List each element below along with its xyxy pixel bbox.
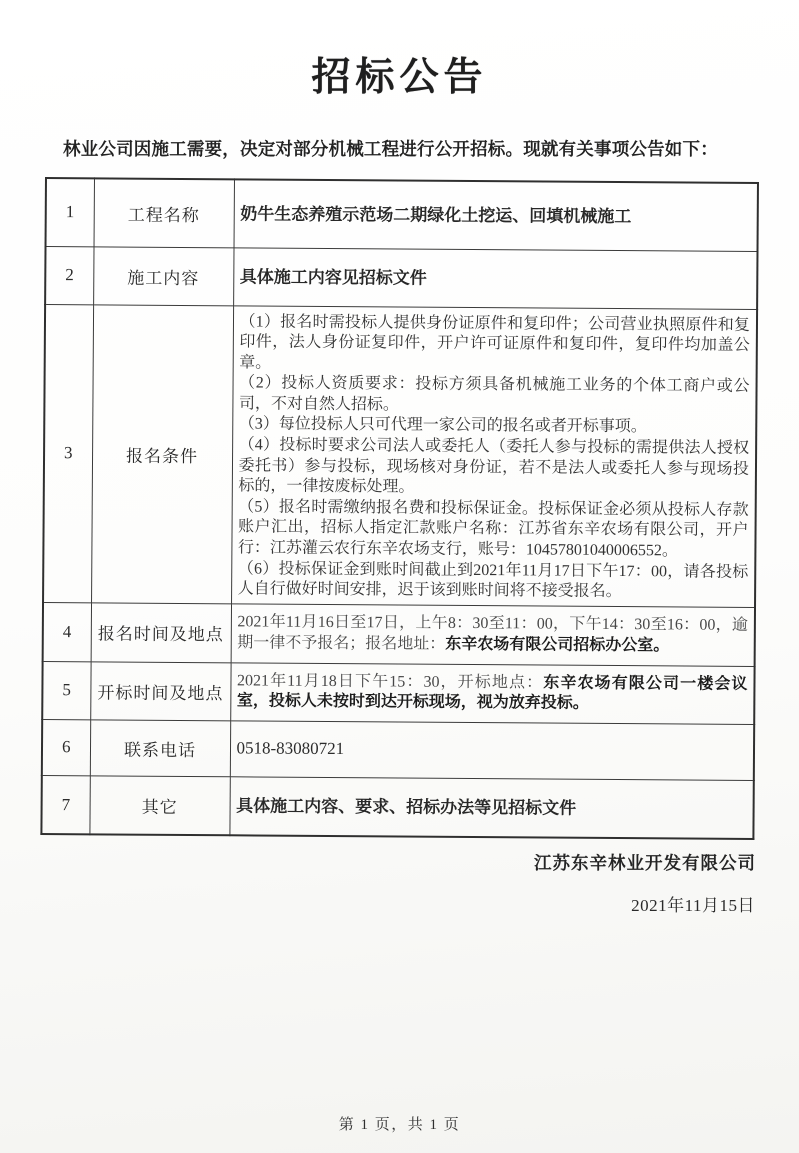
condition-paragraph: （2）投标人资质要求：投标方须具备机械施工业务的个体工商户或公司，不对自然人招标。 xyxy=(238,374,750,414)
table-row xyxy=(43,602,755,666)
row-content-cell xyxy=(231,604,755,667)
table-row xyxy=(45,246,757,309)
cell-text-segment-bold: 东辛农场有限公司一楼会议室，投标人未按时到达开标现场，视为放弃投标。 xyxy=(236,674,748,713)
condition-paragraph: （6）投标保证金到账时间截止到2021年11月17日下午17：00，请各投标人自行做好时间安排，迟于该到账时间将不接受报名。 xyxy=(237,559,749,601)
row-number-cell: 5 xyxy=(42,661,90,719)
row-number-cell: 7 xyxy=(41,775,89,834)
row-number-cell: 4 xyxy=(43,602,91,661)
cell-text xyxy=(237,613,748,658)
page-number-footer: 第 1 页，共 1 页 xyxy=(338,1117,461,1133)
row-content-cell xyxy=(230,663,754,725)
table-row xyxy=(43,304,757,607)
table-row xyxy=(46,178,758,251)
row-content-cell xyxy=(229,777,753,840)
row-number-cell: 2 xyxy=(45,246,93,304)
row-content-cell xyxy=(230,721,754,781)
table-row xyxy=(42,661,754,724)
row-label-cell: 开标时间及地点 xyxy=(90,662,230,721)
row-content-cell xyxy=(233,247,757,309)
row-number-cell: 3 xyxy=(43,304,93,603)
row-label-cell: 其它 xyxy=(89,776,229,836)
row-label-cell: 联系电话 xyxy=(90,720,230,777)
row-content-cell xyxy=(234,179,758,251)
row-label-cell: 报名时间及地点 xyxy=(91,603,231,663)
cell-text xyxy=(237,671,748,716)
cell-text: 具体施工内容见招标文件 xyxy=(239,266,427,288)
cell-text-segment: 2021年11月18日下午15：30，开标地点： xyxy=(236,672,544,692)
row-label-cell: 报名条件 xyxy=(91,304,233,603)
intro-paragraph: 林业公司因施工需要，决定对部分机械工程进行公开招标。现就有关事项公告如下： xyxy=(63,139,718,159)
row-content-cell xyxy=(231,305,757,607)
row-number-cell: 1 xyxy=(46,178,94,246)
condition-paragraph: （4）投标时要求公司法人或委托人（委托人参与投标的需提供法人授权委托书）参与投标，现场核对身份证，若不是法人或委托人参与现场投标的，一律按废标处理。 xyxy=(238,436,750,496)
condition-paragraph: （5）报名时需缴纳报名费和投标保证金。投标保证金必须从投标人存款账户汇出，招标人指定汇款账户名称：江苏省东辛农场有限公司，开户行：江苏灌云农行东辛农场支行，账号：10457801040006552。 xyxy=(237,498,749,560)
condition-paragraph: （3）每位投标人只可代理一家公司的报名或者开标事项。 xyxy=(238,415,647,436)
row-label-cell: 施工内容 xyxy=(93,246,233,305)
table-row xyxy=(41,775,753,839)
signature-company: 江苏东辛林业开发有限公司 xyxy=(534,853,756,873)
row-label-cell: 工程名称 xyxy=(94,178,234,247)
cell-text: 奶牛生态养殖示范场二期绿化土挖运、回填机械施工 xyxy=(240,204,632,226)
cell-text: 具体施工内容、要求、招标办法等见招标文件 xyxy=(236,796,577,818)
cell-text-segment: 2021年11月16日至17日，上午8：30至11：00，下午14：30至16：00，逾期一律不予报名；报名地址： xyxy=(237,613,748,653)
cell-text-segment-bold: 东辛农场有限公司招标办公室。 xyxy=(445,635,670,655)
row-number-cell: 6 xyxy=(42,719,90,775)
phone-number: 0518-83080721 xyxy=(236,738,345,759)
page-title: 招标公告 xyxy=(311,56,488,99)
signature-date: 2021年11月15日 xyxy=(631,896,755,915)
announcement-table xyxy=(40,177,759,840)
condition-paragraph: （1）报名时需投标人提供身份证原件和复印件；公司营业执照原件和复印件，法人身份证复印件，开户许可证原件和复印件，复印件均加盖公章。 xyxy=(239,312,751,372)
announcement-table-wrap xyxy=(40,177,759,840)
table-row xyxy=(42,719,754,780)
